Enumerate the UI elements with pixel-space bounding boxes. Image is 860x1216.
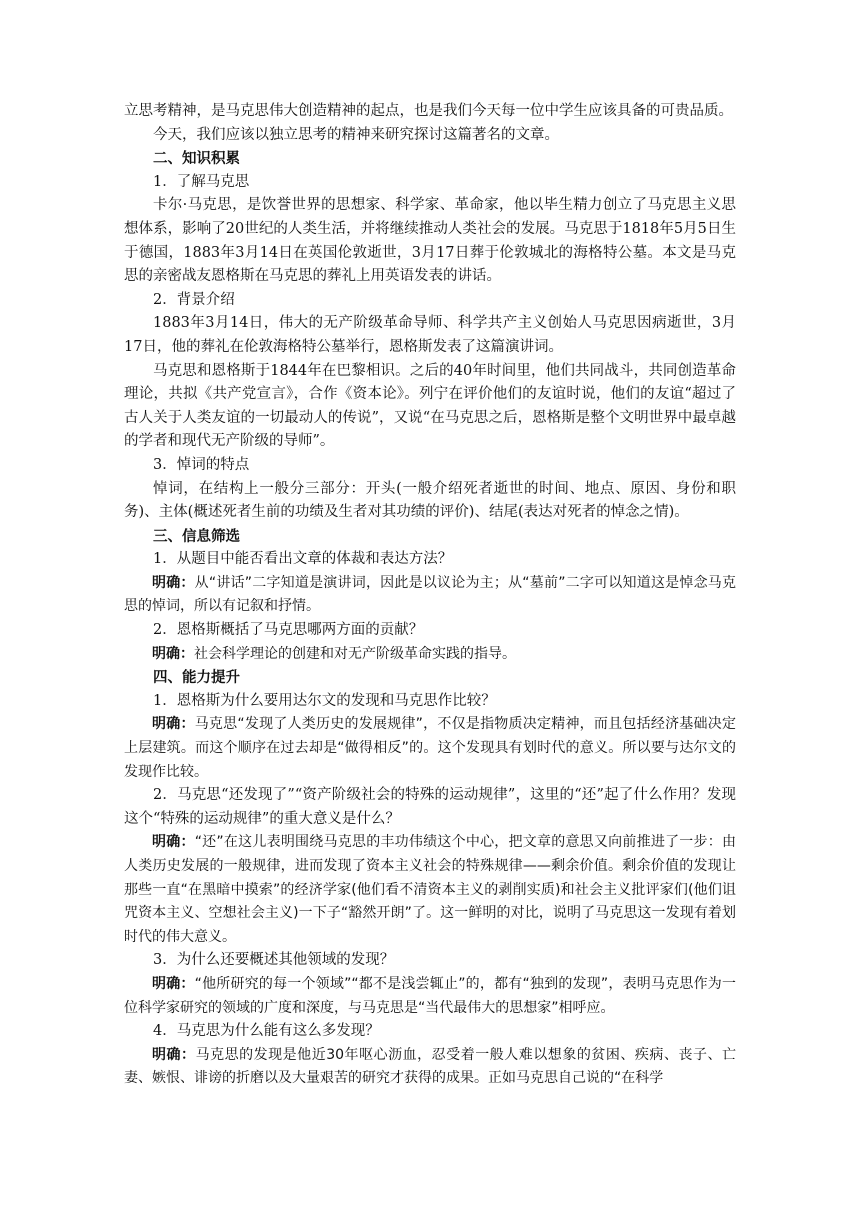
answer-label: 明确： xyxy=(152,1046,196,1063)
answer-label: 明确： xyxy=(152,834,195,851)
subheading-about-marx: 1．了解马克思 xyxy=(153,173,250,190)
answer-text: “还”在这儿表明围绕马克思的丰功伟绩这个中心，把文章的意思又向前推进了一步：由人类历史发展的一般规律，进而发现了资本主义社会的特殊规律——剩余价值。剩余价值的发现让那些一直“在黑暗中摸索”的经济学家(他们看不清资本主义的剥削实质)和社会主义批评家们(他们诅咒资本主义、空想社会主义)一下子“豁然开朗”了。这一鲜明的对比，说明了马克思这一发现有着划时代的伟大意义。 xyxy=(124,834,736,945)
answer xyxy=(124,973,736,1020)
answer-text: 从“讲话”二字知道是演讲词，因此是以议论为主；从“墓前”二字可以知道这是悼念马克思的悼词，所以有记叙和抒情。 xyxy=(124,574,737,615)
answer-label: 明确： xyxy=(152,975,195,992)
question: 2．马克思“还发现了”“资产阶级社会的特殊的运动规律”，这里的“还”起了什么作用？发现这个“特殊的运动规律”的重大意义是什么？ xyxy=(124,787,736,827)
answer-text: 社会科学理论的创建和对无产阶级革命实践的指导。 xyxy=(194,645,516,662)
answer xyxy=(124,713,736,784)
section-heading-ability: 四、能力提升 xyxy=(153,669,240,687)
question: 3．为什么还要概述其他领域的发现？ xyxy=(153,952,395,969)
question: 1．从题目中能否看出文章的体裁和表达方法？ xyxy=(153,551,453,568)
answer xyxy=(124,572,736,619)
subheading-eulogy-features: 3．悼词的特点 xyxy=(153,456,250,473)
answer-label: 明确： xyxy=(152,574,195,591)
answer xyxy=(124,1044,736,1091)
answer-label: 明确： xyxy=(152,645,194,662)
answer-text: 马克思的发现是他近30年呕心沥血，忍受着一般人难以想象的贫困、疾病、丧子、亡妻、嫉恨、诽谤的折磨以及大量艰苦的研究才获得的成果。正如马克思自己说的“在科学 xyxy=(124,1046,737,1087)
question: 2．恩格斯概括了马克思哪两方面的贡献？ xyxy=(153,622,424,639)
section-heading-info: 三、信息筛选 xyxy=(153,527,240,545)
answer-text: 马克思“发现了人类历史的发展规律”，不仅是指物质决定精神，而且包括经济基础决定上层建筑。而这个顺序在过去却是“做得相反”的。这个发现具有划时代的意义。所以要与达尔文的发现作比较。 xyxy=(124,716,736,780)
question: 4．马克思为什么能有这么多发现？ xyxy=(153,1023,380,1040)
question: 1．恩格斯为什么要用达尔文的发现和马克思作比较？ xyxy=(153,692,496,709)
section-heading-knowledge: 二、知识积累 xyxy=(153,150,240,168)
answer xyxy=(124,643,736,667)
paragraph: 悼词，在结构上一般分三部分：开头(一般介绍死者逝世的时间、地点、原因、身份和职务)、主体(概述死者生前的功绩及生者对其功绩的评价)、结尾(表达对死者的悼念之情)。 xyxy=(124,480,736,521)
subheading-background: 2．背景介绍 xyxy=(153,291,235,308)
paragraph: 今天，我们应该以独立思考的精神来研究探讨这篇著名的文章。 xyxy=(153,126,559,143)
paragraph: 卡尔·马克思，是饮誉世界的思想家、科学家、革命家，他以毕生精力创立了马克思主义思想体系，影响了20世纪的人类生活，并将继续推动人类社会的发展。马克思于1818年5月5日生于德国，1883年3月14日在英国伦敦逝世，3月17日葬于伦敦城北的海格特公墓。本文是马克思的亲密战友恩格斯在马克思的葬礼上用英语发表的讲话。 xyxy=(124,197,736,285)
answer-label: 明确： xyxy=(152,716,195,733)
paragraph: 马克思和恩格斯于1844年在巴黎相识。之后的40年时间里，他们共同战斗，共同创造革命理论，共拟《共产党宣言》，合作《资本论》。列宁在评价他们的友谊时说，他们的友谊“超过了古人关于人类友谊的一切最动人的传说”，又说“在马克思之后，恩格斯是整个文明世界中最卓越的学者和现代无产阶级的导师”。 xyxy=(124,362,736,450)
answer-text: “他所研究的每一个领域”“都不是浅尝辄止”的，都有“独到的发现”，表明马克思作为一位科学家研究的领域的广度和深度，与马克思是“当代最伟大的思想家”相呼应。 xyxy=(124,975,737,1016)
paragraph: 1883年3月14日，伟大的无产阶级革命导师、科学共产主义创始人马克思因病逝世，3月17日，他的葬礼在伦敦海格特公墓举行，恩格斯发表了这篇演讲词。 xyxy=(124,315,736,355)
paragraph-continued: 立思考精神，是马克思伟大创造精神的起点，也是我们今天每一位中学生应该具备的可贵品质。 xyxy=(124,103,733,119)
answer xyxy=(124,831,736,949)
